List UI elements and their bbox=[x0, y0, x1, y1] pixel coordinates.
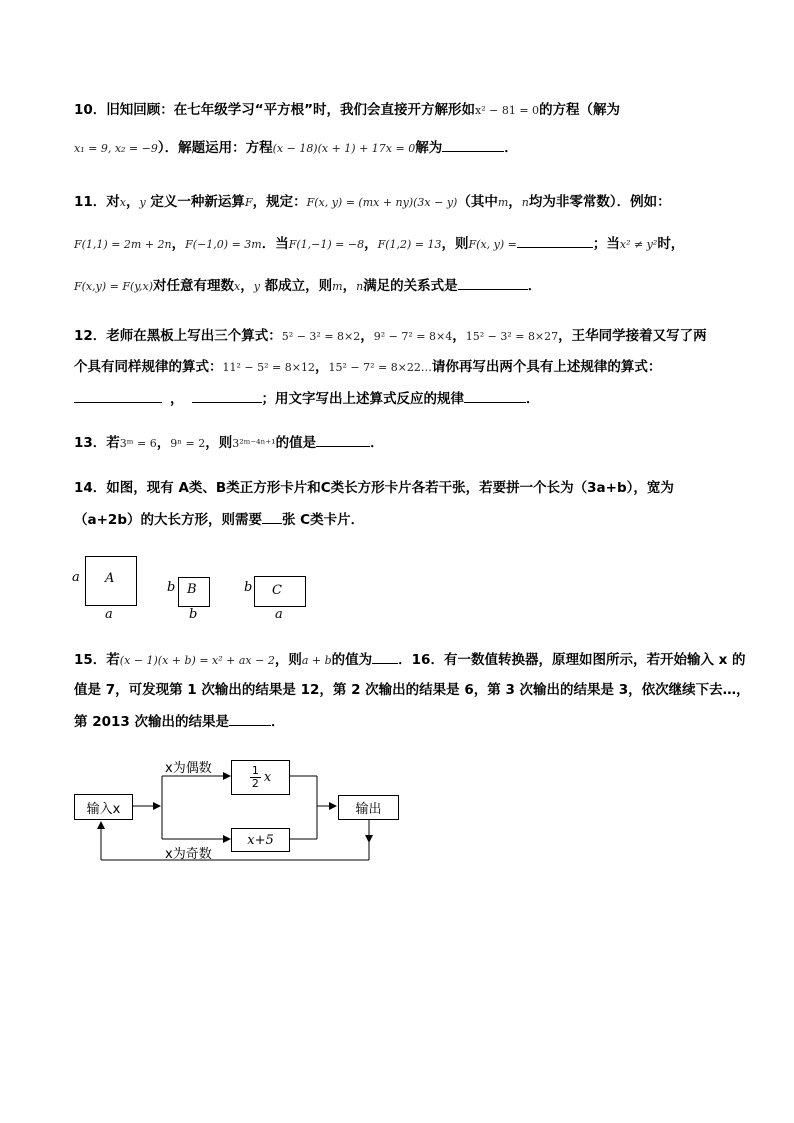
q13-text: ，则 bbox=[205, 435, 233, 451]
q13-expression: 3²ᵐ⁻⁴ⁿ⁺¹ bbox=[232, 437, 276, 450]
q11-text: ， bbox=[126, 194, 140, 210]
q15-text: ，则 bbox=[274, 652, 302, 668]
q11-var: y bbox=[253, 280, 260, 293]
q16-text: 值是 7，可发现第 1 次输出的结果是 12，第 2 次输出的结果是 6，第 3 次输出的结果是 3，依次继续下去…， bbox=[74, 682, 750, 698]
card-b-side-label: b bbox=[167, 580, 176, 595]
q12-text: ， bbox=[170, 391, 184, 407]
q11-question: F(x, y) = bbox=[468, 238, 517, 251]
q11-symmetry: F(x,y) = F(y,x) bbox=[74, 280, 154, 293]
card-c-side-label: b bbox=[244, 580, 253, 595]
q11-condition: x² ≠ y² bbox=[619, 238, 658, 251]
q12-text: ， bbox=[314, 359, 329, 375]
q10-text: ． bbox=[504, 140, 518, 156]
q11-text: ， bbox=[342, 278, 357, 294]
q11-example: F(−1,0) = 3m bbox=[185, 238, 262, 251]
q10-text: 解为 bbox=[415, 140, 443, 156]
q12-formula: 5² − 3² = 8×2 bbox=[281, 330, 361, 343]
q12-text: ；用文字写出上述算式反应的规律 bbox=[261, 391, 464, 407]
q12-formula: 11² − 5² = 8×12 bbox=[222, 361, 315, 374]
q12-text: ． bbox=[526, 391, 540, 407]
q15-equation: (x − 1)(x + b) = x² + ax − 2 bbox=[119, 654, 275, 667]
flow-input-label: 输入x bbox=[86, 801, 121, 817]
q13-text: ． bbox=[370, 435, 384, 451]
q11-text: 对任意有理数 bbox=[153, 278, 235, 294]
q13-text: 的值是 bbox=[275, 435, 317, 451]
q11-var: y bbox=[139, 196, 146, 209]
q13-condition: 3ᵐ = 6 bbox=[119, 437, 157, 450]
fraction-denominator: 2 bbox=[251, 777, 259, 790]
q16-text: 第 2013 次输出的结果是 bbox=[74, 714, 229, 730]
q14-text: 14．如图，现有 A类、B类正方形卡片和C类长方形卡片各若干张，若要拼一个长为（3a+b），宽为 bbox=[74, 480, 674, 496]
flow-output-box bbox=[338, 795, 399, 820]
q11-var: n bbox=[356, 280, 364, 293]
q11-condition: F(1,2) = 13 bbox=[377, 238, 442, 251]
q11-text: 定义一种新运算 bbox=[145, 194, 245, 210]
q10-text: 的方程（解为 bbox=[539, 102, 621, 118]
fraction-var: x bbox=[263, 770, 272, 785]
card-c-bottom-label: a bbox=[275, 607, 283, 622]
q14-text: （a+2b）的大长方形，则需要 bbox=[74, 512, 262, 528]
q13-condition: 9ⁿ = 2 bbox=[170, 437, 206, 450]
q11-text: ；当 bbox=[592, 236, 620, 252]
q11-var: x bbox=[234, 280, 241, 293]
flow-output-label: 输出 bbox=[355, 802, 382, 817]
flow-half-box bbox=[231, 760, 290, 795]
q11-var: m bbox=[497, 196, 509, 209]
q11-var: x bbox=[119, 196, 127, 209]
q11-text: ， bbox=[364, 236, 378, 252]
q15-sum: a + b bbox=[301, 654, 332, 667]
q11-text: 均为非零常数）．例如： bbox=[528, 194, 671, 210]
q12-formula: 15² − 7² = 8×22… bbox=[328, 361, 432, 374]
q11-var: m bbox=[332, 280, 343, 293]
q11-text: 都成立，则 bbox=[259, 278, 333, 294]
q11-text: ， bbox=[240, 278, 254, 294]
q13-text: 13．若 bbox=[74, 435, 120, 451]
q12-text: 个具有同样规律的算式： bbox=[74, 359, 223, 375]
q11-var: n bbox=[521, 196, 529, 209]
q12-text: 12．老师在黑板上写出三个算式： bbox=[74, 328, 282, 344]
q11-text: ， bbox=[171, 236, 186, 252]
card-b-label: B bbox=[187, 582, 197, 597]
q13-text: ， bbox=[156, 435, 171, 451]
q15-text: 的值为 bbox=[331, 652, 373, 668]
flow-input-box bbox=[74, 794, 133, 820]
q16-text: ． bbox=[270, 714, 285, 730]
q11-text: （其中 bbox=[457, 194, 498, 210]
card-a-label: A bbox=[105, 571, 115, 586]
q11-text: 时， bbox=[657, 236, 685, 252]
q11-condition: F(1,−1) = −8 bbox=[288, 238, 365, 251]
q11-var: F bbox=[244, 196, 253, 209]
q11-text: ，规定： bbox=[252, 194, 307, 210]
card-c-label: C bbox=[272, 583, 282, 598]
q10-roots: x₁ = 9, x₂ = −9 bbox=[74, 142, 158, 155]
q15-text: 15．若 bbox=[74, 652, 120, 668]
fraction-numerator: 1 bbox=[251, 764, 259, 777]
q11-text: ， bbox=[508, 194, 522, 210]
flow-plus5-box bbox=[231, 828, 290, 852]
flow-plus5-label: x+5 bbox=[247, 832, 274, 848]
q11-definition: F(x, y) = (mx + ny)(3x − y) bbox=[306, 196, 458, 209]
q10-text: 10．旧知回顾：在七年级学习“平方根”时，我们会直接开方解形如 bbox=[74, 102, 476, 118]
q11-text: ． bbox=[527, 278, 542, 294]
q12-text: ， bbox=[452, 328, 466, 344]
card-a-side-label: a bbox=[72, 570, 80, 585]
q16-text: ．16．有一数值转换器，原理如图所示，若开始输入 x 的 bbox=[398, 652, 746, 668]
card-a-bottom-label: a bbox=[105, 607, 113, 622]
q11-text: ．当 bbox=[261, 236, 289, 252]
flow-even-label: x为偶数 bbox=[165, 761, 212, 776]
q14-text: 张 C类卡片． bbox=[281, 512, 365, 528]
q11-text: ，则 bbox=[441, 236, 469, 252]
q12-text: 请你再写出两个具有上述规律的算式： bbox=[431, 359, 662, 375]
card-b-bottom-label: b bbox=[189, 607, 198, 622]
q12-text: ， bbox=[360, 328, 374, 344]
q11-text: 满足的关系式是 bbox=[363, 278, 458, 294]
q12-text: ，王华同学接着又写了两 bbox=[558, 328, 707, 344]
q11-text: 11．对 bbox=[74, 194, 120, 210]
q12-formula: 9² − 7² = 8×4 bbox=[373, 330, 453, 343]
q12-formula: 15² − 3² = 8×27 bbox=[465, 330, 559, 343]
q10-text: ）．解题运用：方程 bbox=[157, 140, 273, 156]
flow-odd-label: x为奇数 bbox=[165, 847, 212, 862]
q10-equation2: (x − 18)(x + 1) + 17x = 0 bbox=[272, 142, 416, 155]
q10-equation: x² − 81 = 0 bbox=[475, 104, 540, 117]
q11-example: F(1,1) = 2m + 2n bbox=[74, 238, 172, 251]
fraction bbox=[250, 765, 261, 790]
